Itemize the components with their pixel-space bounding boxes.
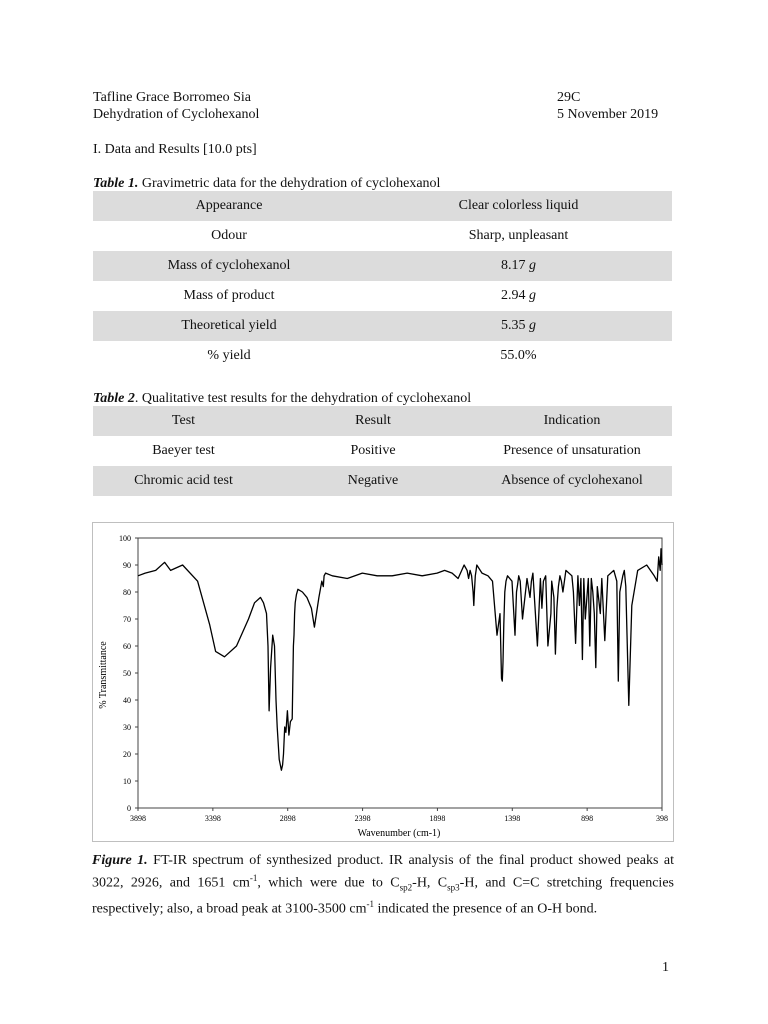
table2-caption-label: Table 2 (93, 391, 135, 406)
table-cell-value: Sharp, unpleasant (468, 228, 569, 243)
table-cell-value: 55.0% (500, 348, 537, 363)
y-tick-label: 30 (123, 723, 131, 732)
table-row (93, 281, 672, 311)
y-tick-label: 80 (123, 588, 131, 597)
document-date: 5 November 2019 (557, 107, 659, 122)
x-tick-label: 898 (581, 814, 594, 823)
table-header-cell: Indication (472, 406, 672, 436)
table-cell-label: Mass of product (183, 288, 275, 303)
x-tick-label: 3898 (130, 814, 146, 823)
ir-spectrum-figure (92, 522, 674, 842)
figure-caption-label: Figure 1. (92, 853, 148, 868)
table2 (93, 406, 672, 496)
table-cell: Chromic acid test (93, 466, 274, 496)
table2-caption (93, 390, 471, 407)
y-tick-label: 60 (123, 642, 131, 651)
document-title: Dehydration of Cyclohexanol (93, 107, 260, 122)
table2-caption-text: . Qualitative test results for the dehydration of cyclohexanol (134, 391, 472, 406)
table-row (93, 341, 672, 371)
table-row (93, 221, 672, 251)
y-tick-label: 0 (127, 804, 131, 813)
table-cell-value: 2.94 g (501, 288, 536, 303)
x-tick-label: 1898 (429, 814, 446, 823)
x-tick-label: 2898 (279, 814, 296, 823)
table-cell-label: Appearance (93, 191, 365, 221)
y-tick-label: 90 (123, 561, 131, 570)
table-header-cell: Test (93, 406, 274, 436)
table-cell-label: Odour (211, 228, 247, 243)
x-axis-label: Wavenumber (cm-1) (357, 828, 441, 839)
table-cell-label: Mass of cyclohexanol (93, 251, 365, 281)
x-tick-label: 1398 (504, 814, 521, 823)
section-code: 29C (557, 90, 581, 105)
y-tick-label: 50 (123, 669, 131, 678)
ir-spectrum-chart (92, 522, 674, 842)
table-row (93, 191, 672, 221)
table-cell: Absence of cyclohexanol (472, 466, 672, 496)
table1-caption-label: Table 1. (93, 176, 139, 191)
figure-caption: Figure 1. FT-IR spectrum of synthesized product. IR analysis of the final product showed peaks at 3022, 2926, and 1651 $cm^{-1}$, which were due to $C_{sp2}-H$, $C_{sp3}-H$, and C=C stretching frequencies respectively; also, a broad peak at 3100-3500 $cm^{-1}$ indicated the presence of an O-H bond. (92, 853, 674, 918)
y-tick-label: 70 (123, 615, 131, 624)
table-row (93, 311, 672, 341)
table-cell-value: 5.35 g (365, 311, 672, 341)
table-header-row (93, 406, 672, 436)
table-row (93, 251, 672, 281)
table-cell-value: 8.17 g (365, 251, 672, 281)
x-tick-label: 3398 (204, 814, 221, 823)
table-header-cell: Result (274, 406, 472, 436)
table1 (93, 191, 672, 371)
page-number: 1 (662, 960, 669, 975)
x-tick-label: 398 (656, 814, 668, 823)
table-cell: Baeyer test (152, 443, 215, 458)
table-row (93, 466, 672, 496)
table-cell-value: Clear colorless liquid (365, 191, 672, 221)
table-cell: Negative (274, 466, 472, 496)
y-tick-label: 10 (123, 777, 131, 786)
section-heading: I. Data and Results [10.0 pts] (93, 142, 257, 157)
y-tick-label: 20 (123, 750, 131, 759)
y-tick-label: 100 (119, 534, 131, 543)
y-tick-label: 40 (123, 696, 131, 705)
table-cell-label: Theoretical yield (93, 311, 365, 341)
table-cell: Presence of unsaturation (503, 443, 641, 458)
chart-frame (93, 523, 674, 842)
table-cell: Positive (350, 443, 396, 458)
table1-caption (93, 175, 440, 192)
x-tick-label: 2398 (354, 814, 371, 823)
table-row (93, 436, 672, 466)
table-cell-label: % yield (207, 348, 251, 363)
table1-caption-text: Gravimetric data for the dehydration of cyclohexanol (138, 176, 441, 191)
y-axis-label: % Transmittance (98, 641, 109, 709)
author-name: Tafline Grace Borromeo Sia (93, 90, 252, 105)
